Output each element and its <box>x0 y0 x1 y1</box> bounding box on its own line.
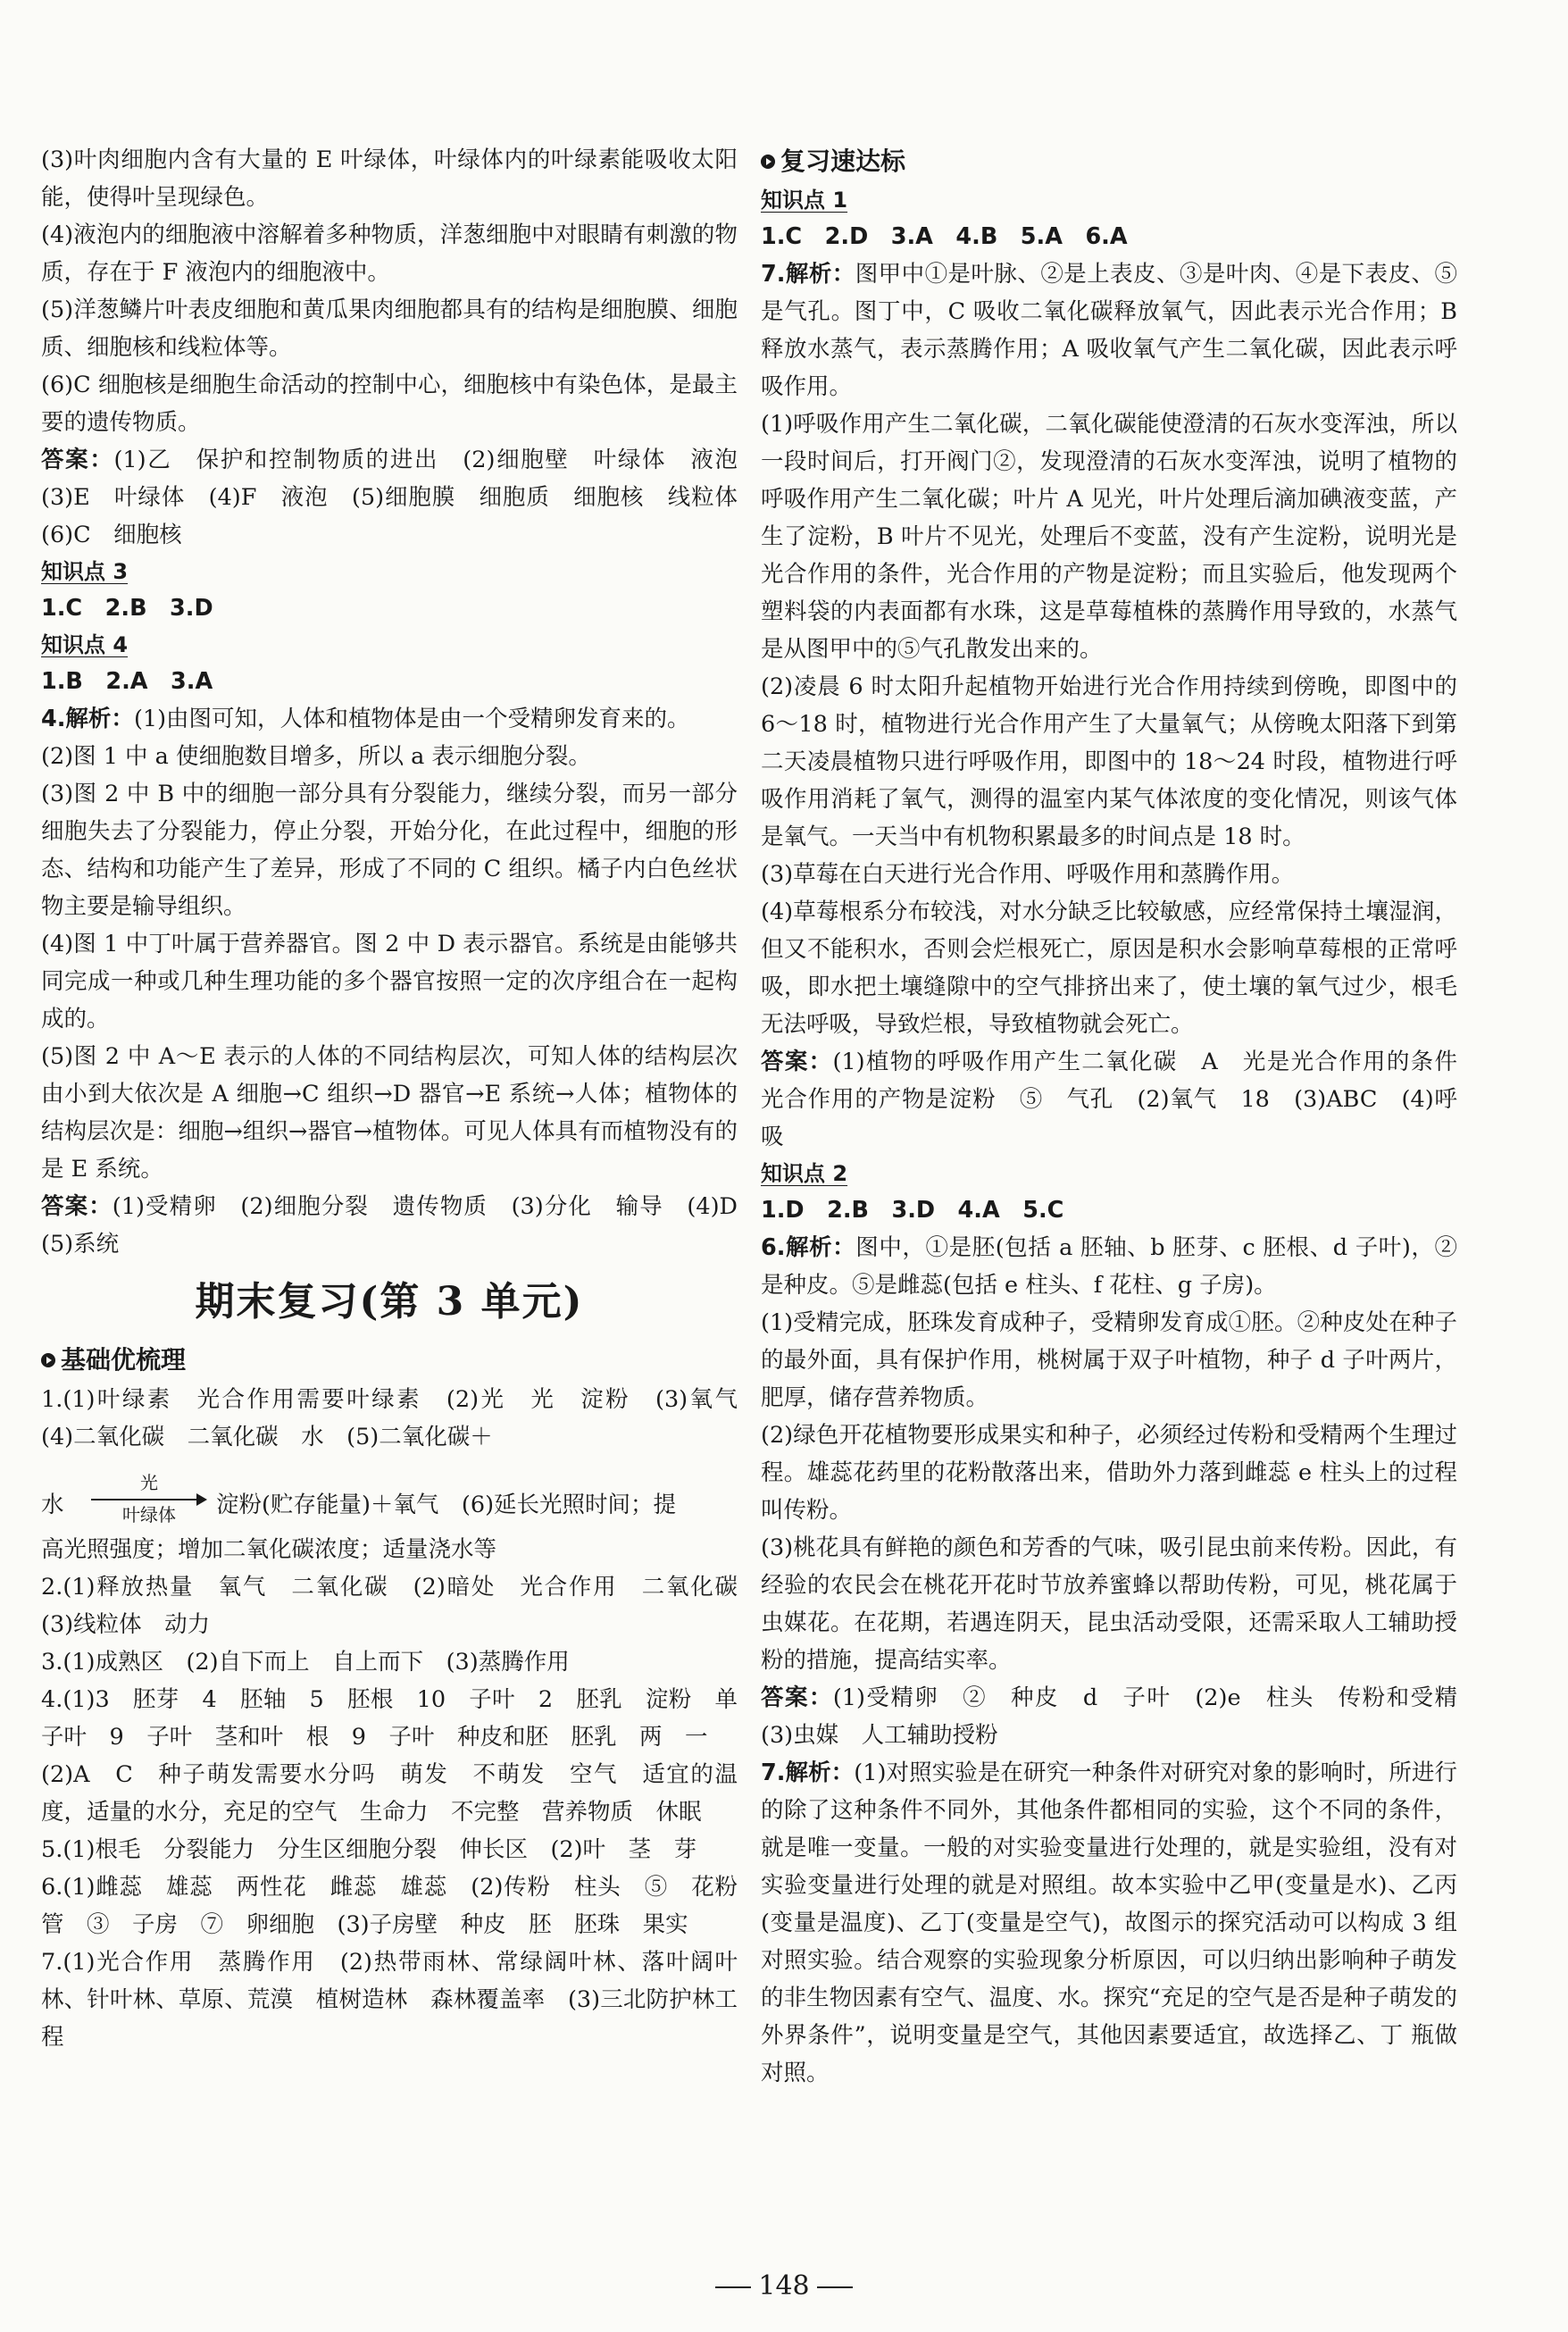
analysis-label: 6.解析： <box>761 1234 856 1261</box>
basics-item-7: 7.(1)光合作用 蒸腾作用 (2)热带雨林、常绿阔叶林、落叶阔叶林、针叶林、草原、荒漠 植树造林 森林覆盖率 (3)三北防护林工程 <box>41 1949 738 2051</box>
kp1-q7-para-4: (4)草莓根系分布较浅，对水分缺乏比较敏感，应经常保持土壤湿润，但又不能积水，否则会烂根死亡，原因是积水会影响草莓根的正常呼吸，即水把土壤缝隙中的空气排挤出来了，使土壤的氧气过少，根毛无法呼吸，导致烂根，导致植物就会死亡。 <box>761 899 1457 1038</box>
analysis-label: 7.解析： <box>761 1759 855 1786</box>
answer-label: 答案： <box>41 447 114 473</box>
answer-label: 答案： <box>41 1193 113 1220</box>
play-bullet-icon <box>761 154 777 170</box>
knowledge-point-1-heading: 知识点 1 <box>761 188 848 213</box>
intro-para-4: (4)液泡内的细胞液中溶解着多种物质，洋葱细胞中对眼睛有刺激的物质，存在于 F 液泡内的细胞液中。 <box>41 221 738 286</box>
page-number <box>0 2270 1568 2302</box>
intro-para-3: (3)叶肉细胞内含有大量的 E 叶绿体，叶绿体内的叶绿素能吸收太阳能，使得叶呈现绿色。 <box>41 146 738 211</box>
answer-text: (1)受精卵 (2)细胞分裂 遗传物质 (3)分化 输导 (4)D (5)系统 <box>41 1193 761 1258</box>
kp2-q6-para-3: (3)桃花具有鲜艳的颜色和芳香的气味，吸引昆虫前来传粉。因此，有经验的农民会在桃花开花时节放养蜜蜂以帮助传粉，可见，桃花属于虫媒花。在花期，若遇连阴天，昆虫活动受限，还需采取人工辅助授粉的措施，提高结实率。 <box>761 1534 1457 1674</box>
kp2-q6-analysis <box>761 1229 1457 1304</box>
left-column <box>41 141 761 2056</box>
basics-item-5: 5.(1)根毛 分裂能力 分生区细胞分裂 伸长区 (2)叶 茎 芽 <box>41 1836 697 1863</box>
kp2-answers: 1.D 2.B 3.D 4.A 5.C <box>761 1197 1064 1224</box>
review-section-heading <box>761 141 1457 182</box>
kp4-q4-para-4: (4)图 1 中丁叶属于营养器官。图 2 中 D 表示器官。系统是由能够共同完成一种或几种生理功能的多个器官按照一定的次序组合在一起构成的。 <box>41 931 738 1032</box>
knowledge-point-3-heading: 知识点 3 <box>41 559 129 584</box>
knowledge-point-2-heading: 知识点 2 <box>761 1161 848 1186</box>
section-title: 复习速达标 <box>780 146 906 176</box>
kp2-q6-para-1: (1)受精完成，胚珠发育成种子，受精卵发育成①胚。②种皮处在种子的最外面，具有保护作用，桃树属于双子叶植物，种子 d 子叶两片，肥厚，储存营养物质。 <box>761 1309 1457 1411</box>
answer-text: (1)乙 保护和控制物质的进出 (2)细胞壁 叶绿体 液泡 (3)E 叶绿体 (4)F 液泡 (5)细胞膜 细胞质 细胞核 线粒体 (6)C 细胞核 <box>41 447 761 548</box>
analysis-text: 图甲中①是叶脉、②是上表皮、③是叶肉、④是下表皮、⑤是气孔。图丁中，C 吸收二氧化碳释放氧气，因此表示光合作用；B 释放水蒸气，表示蒸腾作用；A 吸收氧气产生二氧化碳，因此表示呼吸作用。 <box>761 261 1457 400</box>
basics-item-4: 4.(1)3 胚芽 4 胚轴 5 胚根 10 子叶 2 胚乳 淀粉 单子叶 9 子叶 茎和叶 根 9 子叶 种皮和胚 胚乳 两 一 <box>41 1686 738 1751</box>
knowledge-point-4-heading: 知识点 4 <box>41 632 129 657</box>
kp1-q7-para-1: (1)呼吸作用产生二氧化碳，二氧化碳能使澄清的石灰水变浑浊，所以一段时间后，打开阀门②，发现澄清的石灰水变浑浊，说明了植物的呼吸作用产生二氧化碳；叶片 A 见光，叶片处理后滴加碘液变蓝，产生了淀粉，B 叶片不见光，处理后不变蓝，没有产生淀粉，说明光是光合作用的条件，光合作用的产物是淀粉；而且实验后，他发现两个塑料袋的内表面都有水珠，这是草莓植株的蒸腾作用导致的，水蒸气是从图甲中的⑤气孔散发出来的。 <box>761 411 1457 663</box>
answer-text: (1)植物的呼吸作用产生二氧化碳 A 光是光合作用的条件 光合作用的产物是淀粉 ⑤ 气孔 (2)氧气 18 (3)ABC (4)呼吸 <box>761 1049 1480 1150</box>
equation-reactant-water: 水 <box>41 1492 64 1518</box>
answer-label: 答案： <box>761 1049 833 1075</box>
basics-item-3: 3.(1)成熟区 (2)自下而上 自上而下 (3)蒸腾作用 <box>41 1649 570 1676</box>
basics-item-4-part-2: (2)A C 种子萌发需要水分吗 萌发 不萌发 空气 适宜的温度，适量的水分，充足的空气 生命力 不完整 营养物质 休眠 <box>41 1761 738 1826</box>
reaction-arrow-icon <box>91 1472 207 1525</box>
basics-item-1-cont: 高光照强度；增加二氧化碳浓度；适量浇水等 <box>41 1536 497 1563</box>
intro-para-5: (5)洋葱鳞片叶表皮细胞和黄瓜果肉细胞都具有的结构是细胞膜、细胞质、细胞核和线粒体等。 <box>41 297 738 361</box>
kp1-q7-answer <box>761 1043 1480 1156</box>
basics-item-2: 2.(1)释放热量 氧气 二氧化碳 (2)暗处 光合作用 二氧化碳 (3)线粒体 动力 <box>41 1574 761 1638</box>
kp4-q4-para-3: (3)图 2 中 B 中的细胞一部分具有分裂能力，继续分裂，而另一部分细胞失去了分裂能力，停止分裂，开始分化，在此过程中，细胞的形态、结构和功能产生了差异，形成了不同的 C 组织。橘子内白色丝状物主要是输导组织。 <box>41 781 738 920</box>
section-title: 基础优梳理 <box>61 1345 187 1375</box>
kp4-answer <box>41 1188 761 1263</box>
kp2-q6-para-2: (2)绿色开花植物要形成果实和种子，必须经过传粉和受精两个生理过程。雄蕊花药里的花粉散落出来，借助外力落到雌蕊 e 柱头上的过程叫传粉。 <box>761 1422 1457 1524</box>
kp4-q4-para-2: (2)图 1 中 a 使细胞数目增多，所以 a 表示细胞分裂。 <box>41 743 591 770</box>
kp1-answers: 1.C 2.D 3.A 4.B 5.A 6.A <box>761 223 1128 250</box>
intro-answer <box>41 441 761 554</box>
equation-products: 淀粉(贮存能量)＋氧气 (6)延长光照时间；提 <box>216 1492 677 1518</box>
kp4-q4-para-5: (5)图 2 中 A～E 表示的人体的不同结构层次，可知人体的结构层次由小到大依次是 A 细胞→C 组织→D 器官→E 系统→人体；植物体的结构层次是：细胞→组织→器官→植物体。可见人体具有而植物没有的是 E 系统。 <box>41 1043 738 1183</box>
kp3-answers: 1.C 2.B 3.D <box>41 595 213 622</box>
kp1-q7-para-2: (2)凌晨 6 时太阳升起植物开始进行光合作用持续到傍晚，即图中的 6～18 时，植物进行光合作用产生了大量氧气；从傍晚太阳落下到第二天凌晨植物只进行呼吸作用，即图中的 18～24 时段，植物进行呼吸作用消耗了氧气，测得的温室内某气体浓度的变化情况，则该气体是氧气。一天当中有机物积累最多的时间点是 18 时。 <box>761 673 1457 850</box>
answer-label: 答案： <box>761 1684 833 1711</box>
intro-para-6: (6)C 细胞核是细胞生命活动的控制中心，细胞核中有染色体，是最主要的遗传物质。 <box>41 372 738 436</box>
arrow-condition-chloroplast: 叶绿体 <box>122 1504 176 1525</box>
page-number-text: 148 <box>758 2270 810 2302</box>
unit-review-title: 期末复习(第 3 单元) <box>195 1279 584 1325</box>
answer-text: (1)受精卵 ② 种皮 d 子叶 (2)e 柱头 传粉和受精 (3)虫媒 人工辅助授粉 <box>761 1684 1480 1749</box>
basics-item-6: 6.(1)雌蕊 雄蕊 两性花 雌蕊 雄蕊 (2)传粉 柱头 ⑤ 花粉管 ③ 子房 ⑦ 卵细胞 (3)子房壁 种皮 胚 胚珠 果实 <box>41 1874 738 1938</box>
right-column <box>761 141 1480 2092</box>
analysis-label: 7.解析： <box>761 261 855 288</box>
play-bullet-icon <box>41 1352 57 1368</box>
analysis-label: 4.解析： <box>41 706 134 732</box>
arrow-condition-light: 光 <box>140 1472 158 1493</box>
kp1-q7-para-3: (3)草莓在白天进行光合作用、呼吸作用和蒸腾作用。 <box>761 861 1295 888</box>
kp1-q7-analysis <box>761 255 1457 405</box>
analysis-text: 图中，①是胚(包括 a 胚轴、b 胚芽、c 胚根、d 子叶)，②是种皮。⑤是雌蕊(包括 e 柱头、f 花柱、g 子房)。 <box>761 1234 1458 1299</box>
analysis-text: (1)由图可知，人体和植物体是由一个受精卵发育来的。 <box>133 706 690 732</box>
kp2-q6-answer <box>761 1679 1480 1754</box>
photosynthesis-equation <box>41 1456 738 1531</box>
basics-item-1: 1.(1)叶绿素 光合作用需要叶绿素 (2)光 光 淀粉 (3)氧气 (4)二氧化碳 二氧化碳 水 (5)二氧化碳＋ <box>41 1386 761 1450</box>
analysis-text: (1)对照实验是在研究一种条件对研究对象的影响时，所进行的除了这种条件不同外，其他条件都相同的实验，这个不同的条件，就是唯一变量。一般的对实验变量进行处理的，就是实验组，没有对实验变量进行处理的就是对照组。故本实验中乙甲(变量是水)、乙丙(变量是温度)、乙丁(变量是空气)，故图示的探究活动可以构成 3 组对照实验。结合观察的实验现象分析原因，可以归纳出影响种子萌发的非生物因素有空气、温度、水。探究“充足的空气是否是种子萌发的外界条件”，说明变量是空气，其他因素要适宜，故选择乙、丁 瓶做对照。 <box>761 1759 1458 2086</box>
kp2-q7-analysis <box>761 1754 1457 2092</box>
kp4-q4-analysis <box>41 700 738 738</box>
basics-section-heading <box>41 1340 738 1381</box>
kp4-answers: 1.B 2.A 3.A <box>41 668 213 695</box>
